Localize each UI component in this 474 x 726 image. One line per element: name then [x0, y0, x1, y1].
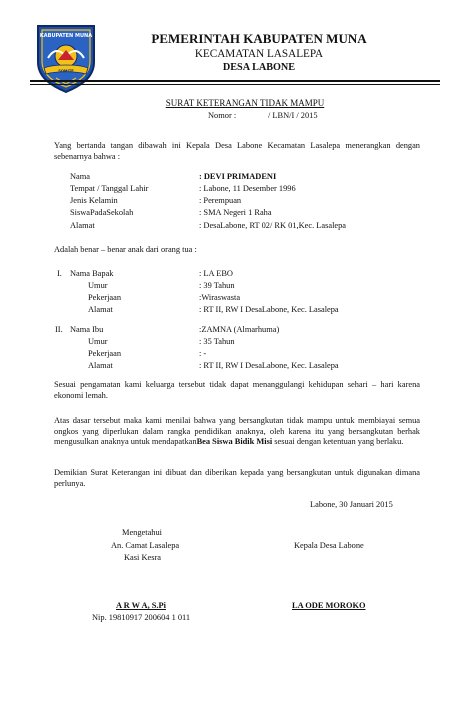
mother-age-label: Umur	[88, 337, 108, 346]
logo-text: KABUPATEN MUNA	[39, 33, 93, 39]
father-job-label: Pekerjaan	[88, 293, 122, 302]
camat-label: An. Camat Lasalepa	[111, 541, 180, 550]
person-gender-label: Jenis Kelamin	[70, 196, 118, 205]
father-age-label: Umur	[88, 281, 108, 290]
person-birth-label: Tempat / Tanggal Lahir	[70, 184, 149, 193]
father-name-value: : LA EBO	[199, 269, 233, 278]
date-line: Labone, 30 Januari 2015	[310, 500, 393, 509]
mother-name-value: :ZAMNA (Almarhuma)	[199, 325, 280, 334]
camat-official-name: A R W A, S.Pi	[116, 601, 166, 610]
person-birth-value: : Labone, 11 Desember 1996	[199, 184, 296, 193]
acknowledged-label: Mengetahui	[122, 528, 163, 537]
mother-age-value: : 35 Tahun	[199, 337, 235, 346]
header-village: DESA LABONE	[222, 62, 296, 73]
parents-intro: Adalah benar – benar anak dari orang tua :	[54, 245, 197, 254]
father-age-value: : 39 Tahun	[199, 281, 235, 290]
mother-number: II.	[55, 325, 63, 334]
logo-band-text: SOMITE	[58, 69, 74, 73]
decision-text: Atas dasar tersebut maka kami menilai bahwa yang bersangkutan tidak mampu untuk membiayai semua ongkos yang diperlukan dalam rangka pendidikan anaknya, oleh karena itu yang bersangkutan berhak mengusulkan anaknya untuk mendapatkan	[54, 416, 420, 446]
mother-address-value: : RT II, RW I DesaLabone, Kec. Lasalepa	[199, 361, 339, 370]
mother-job-value: : -	[199, 349, 207, 358]
intro-paragraph: Yang bertanda tangan dibawah ini Kepala Desa Labone Kecamatan Lasalepa menerangkan dengan sebenarnya bahwa :	[54, 141, 420, 161]
village-head-title: Kepala Desa Labone	[294, 541, 364, 550]
observation-paragraph: Sesuai pengamatan kami keluarga tersebut tidak dapat menanggulangi kehidupan sehari – hari karena ekonomi lemah.	[54, 380, 420, 400]
header-district: KECAMATAN LASALEPA	[194, 48, 324, 60]
person-school-label: SiswaPadaSekolah	[70, 208, 134, 217]
person-school-value: : SMA Negeri 1 Raha	[199, 208, 272, 217]
header-divider-thick	[30, 80, 440, 82]
father-job-value: :Wiraswasta	[199, 293, 241, 302]
closing-paragraph: Demikian Surat Keterangan ini dibuat dan diberikan kepada yang bersangkutan untuk digunakan dimana perlunya.	[54, 468, 420, 488]
header-government: PEMERINTAH KABUPATEN MUNA	[151, 31, 367, 46]
person-gender-value: : Perempuan	[199, 196, 242, 205]
mother-name-label: Nama Ibu	[70, 325, 104, 334]
father-address-value: : RT II, RW I DesaLabone, Kec. Lasalepa	[199, 305, 339, 314]
header-divider-thin	[30, 84, 440, 85]
number-value: / LBN/I / 2015	[268, 111, 318, 120]
village-head-name: LA ODE MOROKO	[292, 601, 366, 610]
letter-title: SURAT KETERANGAN TIDAK MAMPU	[165, 98, 325, 108]
scholarship-name: Bea Siswa Bidik Misi	[196, 437, 273, 446]
father-name-label: Nama Bapak	[70, 269, 114, 278]
kasi-kesra-label: Kasi Kesra	[124, 553, 161, 562]
person-address-label: Alamat	[70, 221, 95, 230]
father-number: I.	[57, 269, 62, 278]
camat-official-nip: Nip. 19810917 200604 1 011	[92, 613, 191, 622]
person-name-label: Nama	[70, 172, 90, 181]
decision-text-end: sesuai dengan ketentuan yang berlaku.	[272, 437, 404, 446]
mother-address-label: Alamat	[88, 361, 113, 370]
mother-job-label: Pekerjaan	[88, 349, 122, 358]
decision-paragraph	[54, 416, 420, 448]
number-label: Nomor :	[208, 111, 237, 120]
person-name-value: : DEVI PRIMADENI	[199, 172, 277, 181]
father-address-label: Alamat	[88, 305, 113, 314]
person-address-value: : DesaLabone, RT 02/ RK 01,Kec. Lasalepa	[199, 221, 347, 230]
